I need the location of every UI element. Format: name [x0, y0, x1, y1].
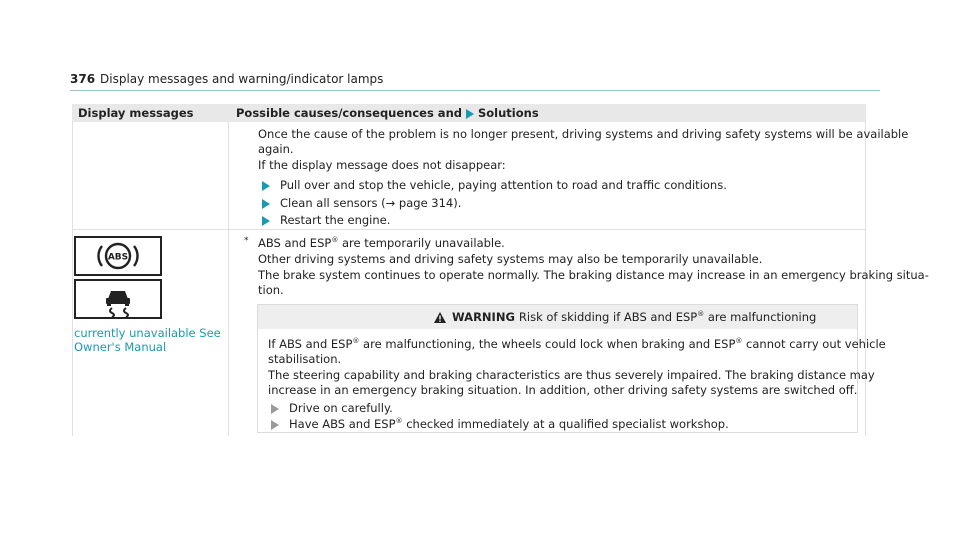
row2-text-line3: The brake system continues to operate normally. The braking distance may increase in an emergency braking situa- [258, 268, 929, 282]
warning-header [258, 305, 857, 329]
table-left-border [72, 122, 73, 436]
warning-subtitle: Risk of skidding if ABS and ESP® are malfunctioning [518, 309, 817, 324]
row1-bullet-2 [262, 196, 461, 211]
page-title: Display messages and warning/indicator lamps [100, 72, 384, 86]
caption-line2: Owner's Manual [74, 340, 167, 354]
warning-p1-line2: stabilisation. [268, 352, 342, 366]
row2-text-line1: ABS and ESP® are temporarily unavailable. [258, 236, 505, 250]
bullet-text: Pull over and stop the vehicle, paying attention to road and traffic conditions. [280, 178, 727, 192]
footnote-marker: * [244, 236, 249, 246]
warning-bullet-1 [271, 401, 393, 416]
warning-p2-line2: increase in an emergency braking situation. In addition, other driving safety systems are switched off. [268, 383, 858, 397]
caption-line1: currently unavailable See [74, 326, 221, 340]
row2-text-line2: Other driving systems and driving safety systems may also be temporarily unavailable. [258, 252, 763, 266]
arrow-right-icon [271, 404, 279, 414]
warning-p1-line1: If ABS and ESP® are malfunctioning, the wheels could lock when braking and ESP® cannot carry out vehicle [268, 337, 886, 351]
table-header [72, 104, 866, 122]
col-causes-label: Possible causes/consequences and [236, 106, 462, 120]
page-header [70, 70, 880, 91]
arrow-right-icon [262, 216, 270, 226]
bullet-text: Restart the engine. [280, 213, 391, 227]
arrow-right-icon [466, 109, 474, 119]
row1-text-line2: again. [258, 142, 294, 156]
arrow-right-icon [262, 181, 270, 191]
warning-p2-line1: The steering capability and braking characteristics are thus severely impaired. The braking distance may [268, 368, 875, 382]
abs-icon-label: ABS [107, 252, 129, 263]
col-display-messages-header: Display messages [78, 106, 194, 120]
warning-label: WARNING [452, 309, 515, 324]
arrow-right-icon [271, 420, 279, 430]
row1-bullet-1 [262, 178, 727, 193]
bullet-text[interactable]: Clean all sensors (→ page 314). [280, 196, 462, 210]
column-divider [228, 122, 229, 436]
row1-text-line1: Once the cause of the problem is no longer present, driving systems and driving safety systems will be available [258, 127, 909, 141]
row1-text-line3: If the display message does not disappear: [258, 158, 506, 172]
row-divider [72, 229, 866, 230]
col-causes-header [236, 106, 539, 121]
arrow-right-icon [262, 199, 270, 209]
abs-warning-icon [74, 236, 162, 276]
row1-bullet-3 [262, 213, 390, 228]
bullet-text: Drive on carefully. [289, 401, 393, 415]
row2-text-line4: tion. [258, 283, 284, 297]
warning-triangle-icon [434, 312, 446, 323]
page-number: 376 [70, 72, 96, 86]
warning-bullet-2 [271, 417, 729, 432]
warning-box [257, 304, 886, 433]
col-solutions-label: Solutions [478, 106, 539, 120]
esp-skid-icon [74, 279, 162, 319]
bullet-text: Have ABS and ESP® checked immediately at a qualified specialist workshop. [289, 417, 729, 431]
